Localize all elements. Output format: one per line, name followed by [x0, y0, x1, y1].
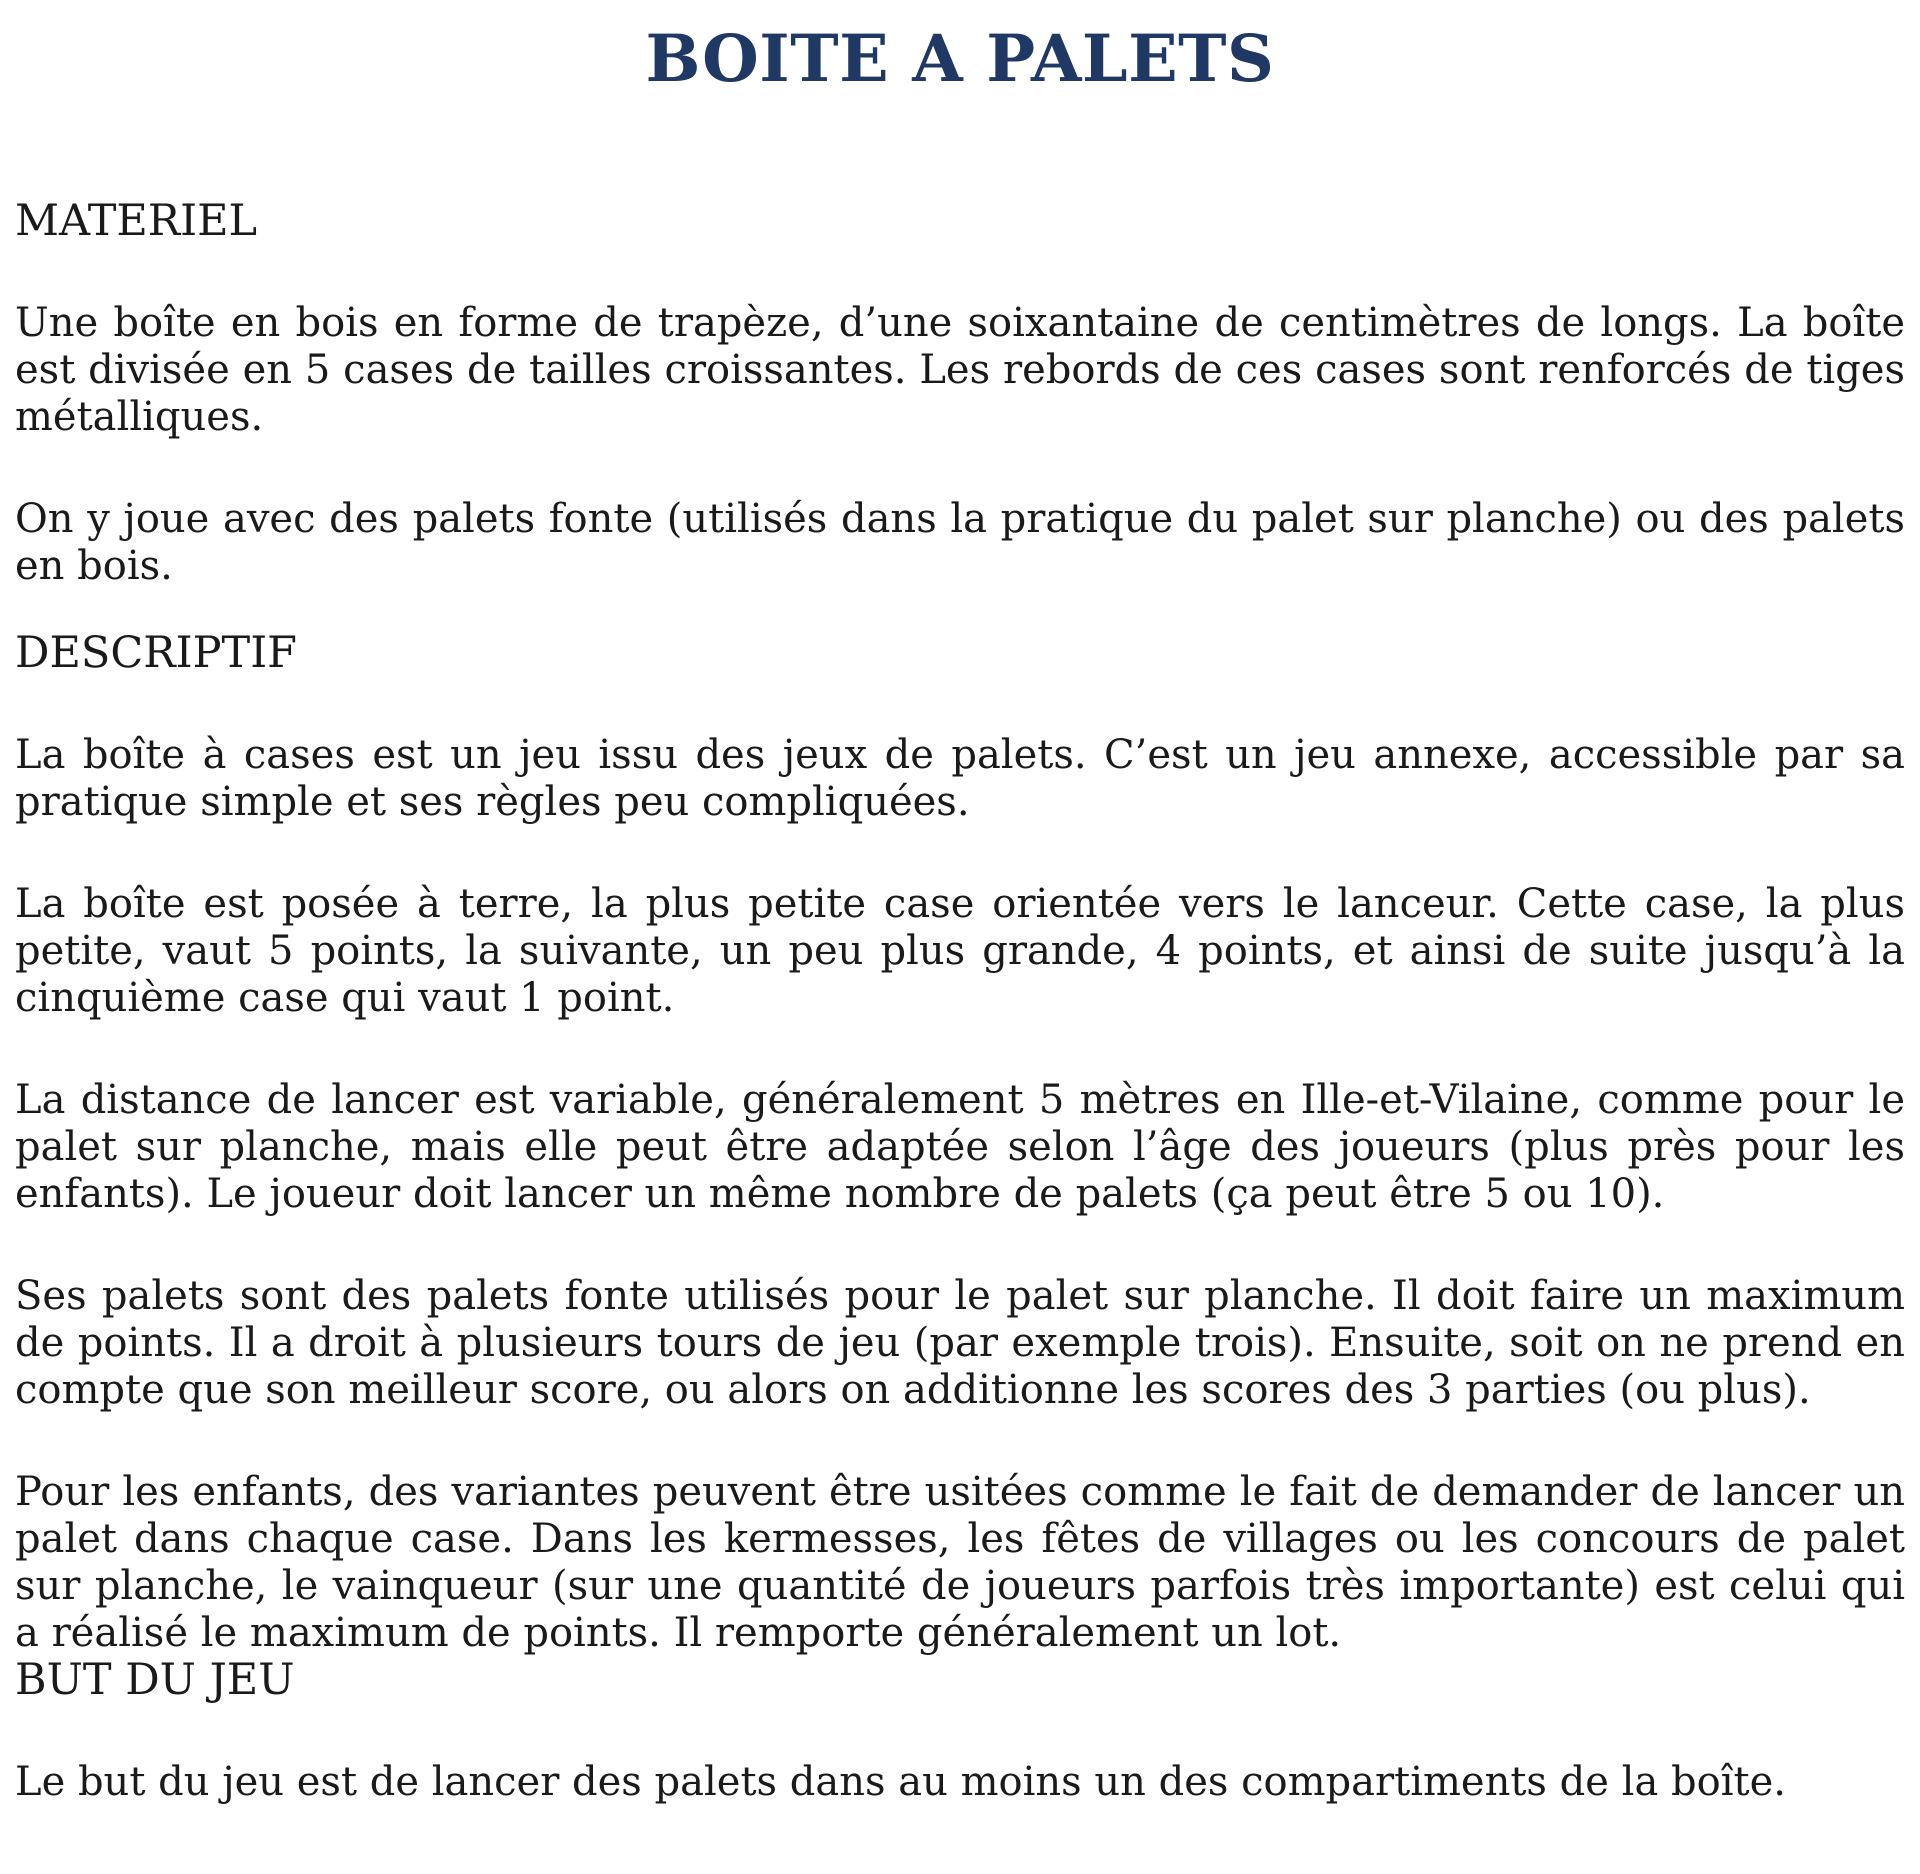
document-title: BOITE A PALETS [645, 21, 1275, 97]
paragraph: On y joue avec des palets fonte (utilisés dans la pratique du palet sur planche) ou des palets en bois. [15, 496, 1905, 589]
paragraph: Une boîte en bois en forme de trapèze, d’une soixantaine de centimètres de longs. La boîte est divisée en 5 cases de tailles croissantes. Les rebords de ces cases sont renforcés de tiges métalliques. [15, 300, 1905, 440]
section-descriptif [15, 590, 1905, 1657]
paragraph: La distance de lancer est variable, généralement 5 mètres en Ille-et-Vilaine, comme pour le palet sur planche, mais elle peut être adaptée selon l’âge des joueurs (plus près pour les enfants). Le joueur doit lancer un même nombre de palets (ça peut être 5 ou 10). [15, 1077, 1905, 1217]
section-heading-descriptif: DESCRIPTIF [15, 628, 298, 678]
paragraph: Ses palets sont des palets fonte utilisés pour le palet sur planche. Il doit faire un maximum de points. Il a droit à plusieurs tours de jeu (par exemple trois). Ensuite, soit on ne prend en compte que son meilleur score, ou alors on additionne les scores des 3 parties (ou plus). [15, 1273, 1905, 1413]
section-materiel [15, 198, 1905, 590]
section-but-du-jeu [15, 1657, 1905, 1806]
paragraph: Le but du jeu est de lancer des palets dans au moins un des compartiments de la boîte. [15, 1759, 1786, 1805]
paragraph: La boîte à cases est un jeu issu des jeux de palets. C’est un jeu annexe, accessible par sa pratique simple et ses règles peu compliquées. [15, 732, 1905, 825]
paragraph: La boîte est posée à terre, la plus petite case orientée vers le lanceur. Cette case, la plus petite, vaut 5 points, la suivante, un peu plus grande, 4 points, et ainsi de suite jusqu’à la cinquième case qui vaut 1 point. [15, 881, 1905, 1021]
section-heading-materiel: MATERIEL [15, 196, 258, 246]
paragraph: Pour les enfants, des variantes peuvent être usitées comme le fait de demander de lancer un palet dans chaque case. Dans les kermesses, les fêtes de villages ou les concours de palet sur planche, le vainqueur (sur une quantité de joueurs parfois très importante) est celui qui a réalisé le maximum de points. Il remporte généralement un lot. [15, 1469, 1905, 1656]
section-heading-but-du-jeu: BUT DU JEU [15, 1655, 295, 1705]
